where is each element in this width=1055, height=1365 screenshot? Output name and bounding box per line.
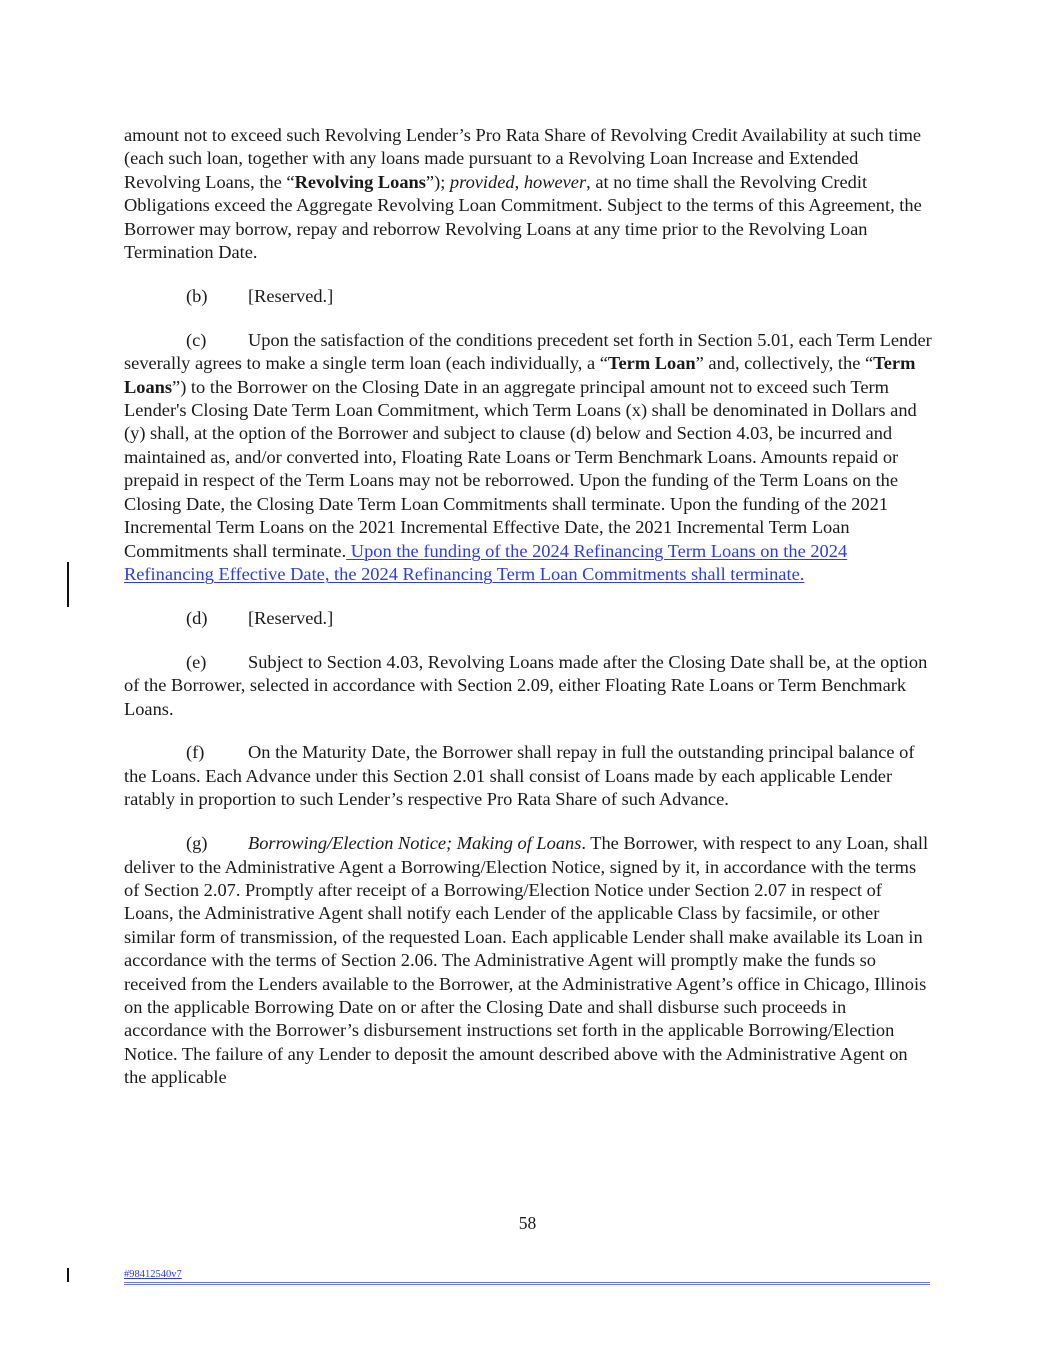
text-span: amount not to exceed such Revolving Lender’s Pro Rata Share of Revolving Credit Availability at such time (each such loan, together with any loans made pursuant to a Revolving Loan Increase and Extended Revolving Loans, the “ xyxy=(124,125,922,192)
clause-label: (c) xyxy=(186,329,207,350)
clause-text: Subject to Section 4.03, Revolving Loans made after the Closing Date shall be, at the option of the Borrower, selected in accordance with Section 2.09, either Floating Rate Loans or Term Benchmark Loans. xyxy=(124,651,928,719)
footer-rule xyxy=(124,1282,930,1283)
paragraph-e xyxy=(124,651,932,721)
text-span: ”) to the Borrower on the Closing Date in an aggregate principal amount not to exceed such Term Lender's Closing Date Term Loan Commitment, which Term Loans (x) shall be denominated in Dollars and (y) shall, at the option of the Borrower and subject to clause (d) below and Section 4.03, be incurred and maintained as, and/or converted into, Floating Rate Loans or Term Benchmark Loans. Amounts repaid or prepaid in respect of the Term Loans may not be reborrowed. Upon the funding of the Term Loans on the Closing Date, the Closing Date Term Loan Commitments shall terminate. Upon the funding of the 2021 Incremental Term Loans on the 2021 Incremental Effective Date, the 2021 Incremental Term Loan Commitments shall terminate. xyxy=(124,376,917,561)
defined-term: Revolving Loans xyxy=(294,171,426,192)
text-span: , at no time shall the Revolving Credit Obligations exceed the Aggregate Revolving Loan Commitment. Subject to the terms of this Agreement, the Borrower may borrow, repay and reborrow Revolving Loans at any time prior to the Revolving Loan Termination Date. xyxy=(124,171,922,263)
paragraph-g xyxy=(124,832,932,1089)
page-number: 58 xyxy=(518,1213,537,1233)
italic-term: provided xyxy=(449,171,515,192)
inserted-text: Upon the funding of the 2024 Refinancing Term Loans on the 2024 Refinancing Effective Date, the 2024 Refinancing Term Loan Commitments shall terminate. xyxy=(124,540,848,584)
footer-change-bar xyxy=(67,1268,69,1282)
clause-text: [Reserved.] xyxy=(248,285,334,306)
paragraph-b xyxy=(124,285,932,308)
clause-label: (e) xyxy=(186,651,207,672)
text-span: Upon the satisfaction of the conditions precedent set forth in Section 5.01, each Term Lender severally agrees to make a single term loan (each individually, a “ xyxy=(124,329,932,374)
clause-label: (b) xyxy=(186,285,208,306)
clause-heading: Borrowing/Election Notice; Making of Loans xyxy=(248,833,582,854)
document-id: #98412540v7 xyxy=(124,1269,182,1280)
text-span: ”); xyxy=(425,171,450,192)
text-span: ” and, collectively, the “ xyxy=(695,353,874,374)
clause-text: . The Borrower, with respect to any Loan, shall deliver to the Administrative Agent a Borrowing/Election Notice, signed by it, in accordance with the terms of Section 2.07. Promptly after receipt of a Borrowing/Election Notice under Section 2.07 in respect of Loans, the Administrative Agent shall notify each Lender of the applicable Class by facsimile, or other similar form of transmission, of the requested Loan. Each applicable Lender shall make available its Loan in accordance with the terms of Section 2.06. The Administrative Agent will promptly make the funds so received from the Lenders available to the Borrower, at the Administrative Agent’s office in Chicago, Illinois on the applicable Borrowing Date on or after the Closing Date and shall disburse such proceeds in accordance with the Borrower’s disbursement instructions set forth in the applicable Borrowing/Election Notice. The failure of any Lender to deposit the amount described above with the Administrative Agent on the applicable xyxy=(124,833,929,1088)
footer-rule xyxy=(124,1284,930,1285)
document-body xyxy=(124,124,932,1110)
defined-term: Term Loans xyxy=(124,353,916,397)
paragraph-d xyxy=(124,607,932,630)
clause-label: (f) xyxy=(186,742,205,763)
clause-text: On the Maturity Date, the Borrower shall repay in full the outstanding principal balance of the Loans. Each Advance under this Section 2.01 shall consist of Loans made by each applicable Lender ratably in proportion to such Lender’s respective Pro Rata Share of such Advance. xyxy=(124,742,915,810)
paragraph-a-continuation xyxy=(124,124,932,264)
clause-label: (g) xyxy=(186,833,208,854)
change-bar xyxy=(67,562,69,607)
paragraph-f xyxy=(124,741,932,811)
defined-term: Term Loan xyxy=(607,353,696,374)
clause-label: (d) xyxy=(186,607,208,628)
clause-text: [Reserved.] xyxy=(248,607,334,628)
paragraph-c xyxy=(124,329,932,586)
italic-term: however xyxy=(523,171,587,192)
text-span: , xyxy=(514,171,524,192)
